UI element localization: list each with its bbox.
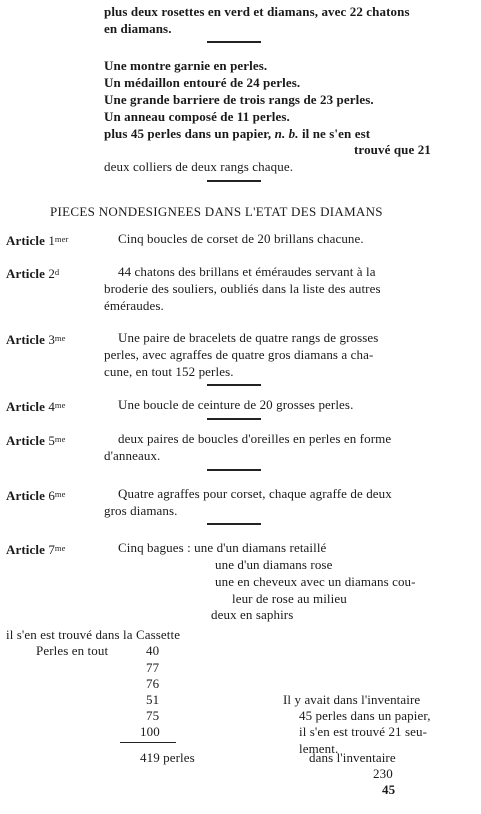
tally-intro: il s'en est trouvé dans la Cassette [6, 627, 181, 642]
article-text: Quatre agraffes pour corset, chaque agraffe de deux [118, 486, 392, 501]
article-text: Une boucle de ceinture de 20 grosses perles. [118, 397, 354, 412]
article-label: Article $4^{me}$ [6, 399, 66, 414]
article-label: Article 2$^d$ [6, 266, 60, 281]
article-label: Article $3^{me}$ [6, 332, 66, 347]
inventory-value: 230 [373, 766, 393, 781]
article-text: perles, avec agraffes de quatre gros diamans a cha- [104, 347, 374, 362]
article-text: 44 chatons des brillans et éméraudes servant à la [118, 264, 376, 279]
article-text: d'anneaux. [104, 448, 161, 463]
note-line: Il y avait dans l'inventaire [283, 692, 421, 707]
list-item: trouvé que 21 [354, 142, 431, 157]
tally-value: 75 [146, 708, 160, 723]
article-text: éméraudes. [104, 298, 164, 313]
section-heading: PIECES NONDESIGNEES DANS L'ETAT DES DIAMANS [50, 204, 383, 219]
list-item: deux colliers de deux rangs chaque. [104, 159, 294, 174]
list-item: Un médaillon entouré de 24 perles. [104, 75, 301, 90]
article-text: deux paires de boucles d'oreilles en perles en forme [118, 431, 392, 446]
note-line: il s'en est trouvé 21 seu- [299, 724, 428, 739]
article-text: Une paire de bracelets de quatre rangs de grosses [118, 330, 379, 345]
separator-rule [207, 469, 261, 471]
article-text: une en cheveux avec un diamans cou- [215, 574, 416, 589]
tally-value: 51 [146, 692, 160, 707]
article-text: gros diamans. [104, 503, 178, 518]
separator-rule [207, 523, 261, 525]
note-line: lement. [299, 741, 339, 756]
article-label: Article $6^{me}$ [6, 488, 66, 503]
tally-label: Perles en tout [36, 643, 109, 658]
article-text: leur de rose au milieu [232, 591, 347, 606]
list-item: Une grande barriere de trois rangs de 23 perles. [104, 92, 374, 107]
text-line: plus deux rosettes en verd et diamans, avec 22 chatons [104, 4, 410, 19]
separator-rule [207, 418, 261, 420]
sum-rule [120, 742, 176, 743]
tally-value: 40 [146, 643, 160, 658]
tally-value: 77 [146, 660, 160, 675]
article-label: Article $7^{me}$ [6, 542, 66, 557]
text-line: en diamans. [104, 21, 172, 36]
separator-rule [207, 180, 261, 182]
article-text: cune, en tout 152 perles. [104, 364, 234, 379]
article-text: une d'un diamans rose [215, 557, 333, 572]
article-label: Article $5^{me}$ [6, 433, 66, 448]
tally-value: 76 [146, 676, 160, 691]
article-text: deux en saphirs [211, 607, 294, 622]
tally-total: 419 perles [140, 750, 195, 765]
article-text: Cinq bagues : une d'un diamans retaillé [118, 540, 327, 555]
list-item: plus 45 perles dans un papier, n. b. il ne s'en est [104, 126, 371, 141]
separator-rule [207, 41, 261, 43]
separator-rule [207, 384, 261, 386]
tally-value: 100 [140, 724, 160, 739]
list-item: Un anneau composé de 11 perles. [104, 109, 290, 124]
note-line: 45 perles dans un papier, [299, 708, 431, 723]
article-text: Cinq boucles de corset de 20 brillans chacune. [118, 231, 364, 246]
inventory-label: dans l'inventaire [309, 750, 396, 765]
list-item: Une montre garnie en perles. [104, 58, 268, 73]
article-text: broderie des souliers, oubliés dans la liste des autres [104, 281, 381, 296]
inventory-value: 45 [382, 782, 396, 797]
article-label: Article $1^{mer}$ [6, 233, 69, 248]
